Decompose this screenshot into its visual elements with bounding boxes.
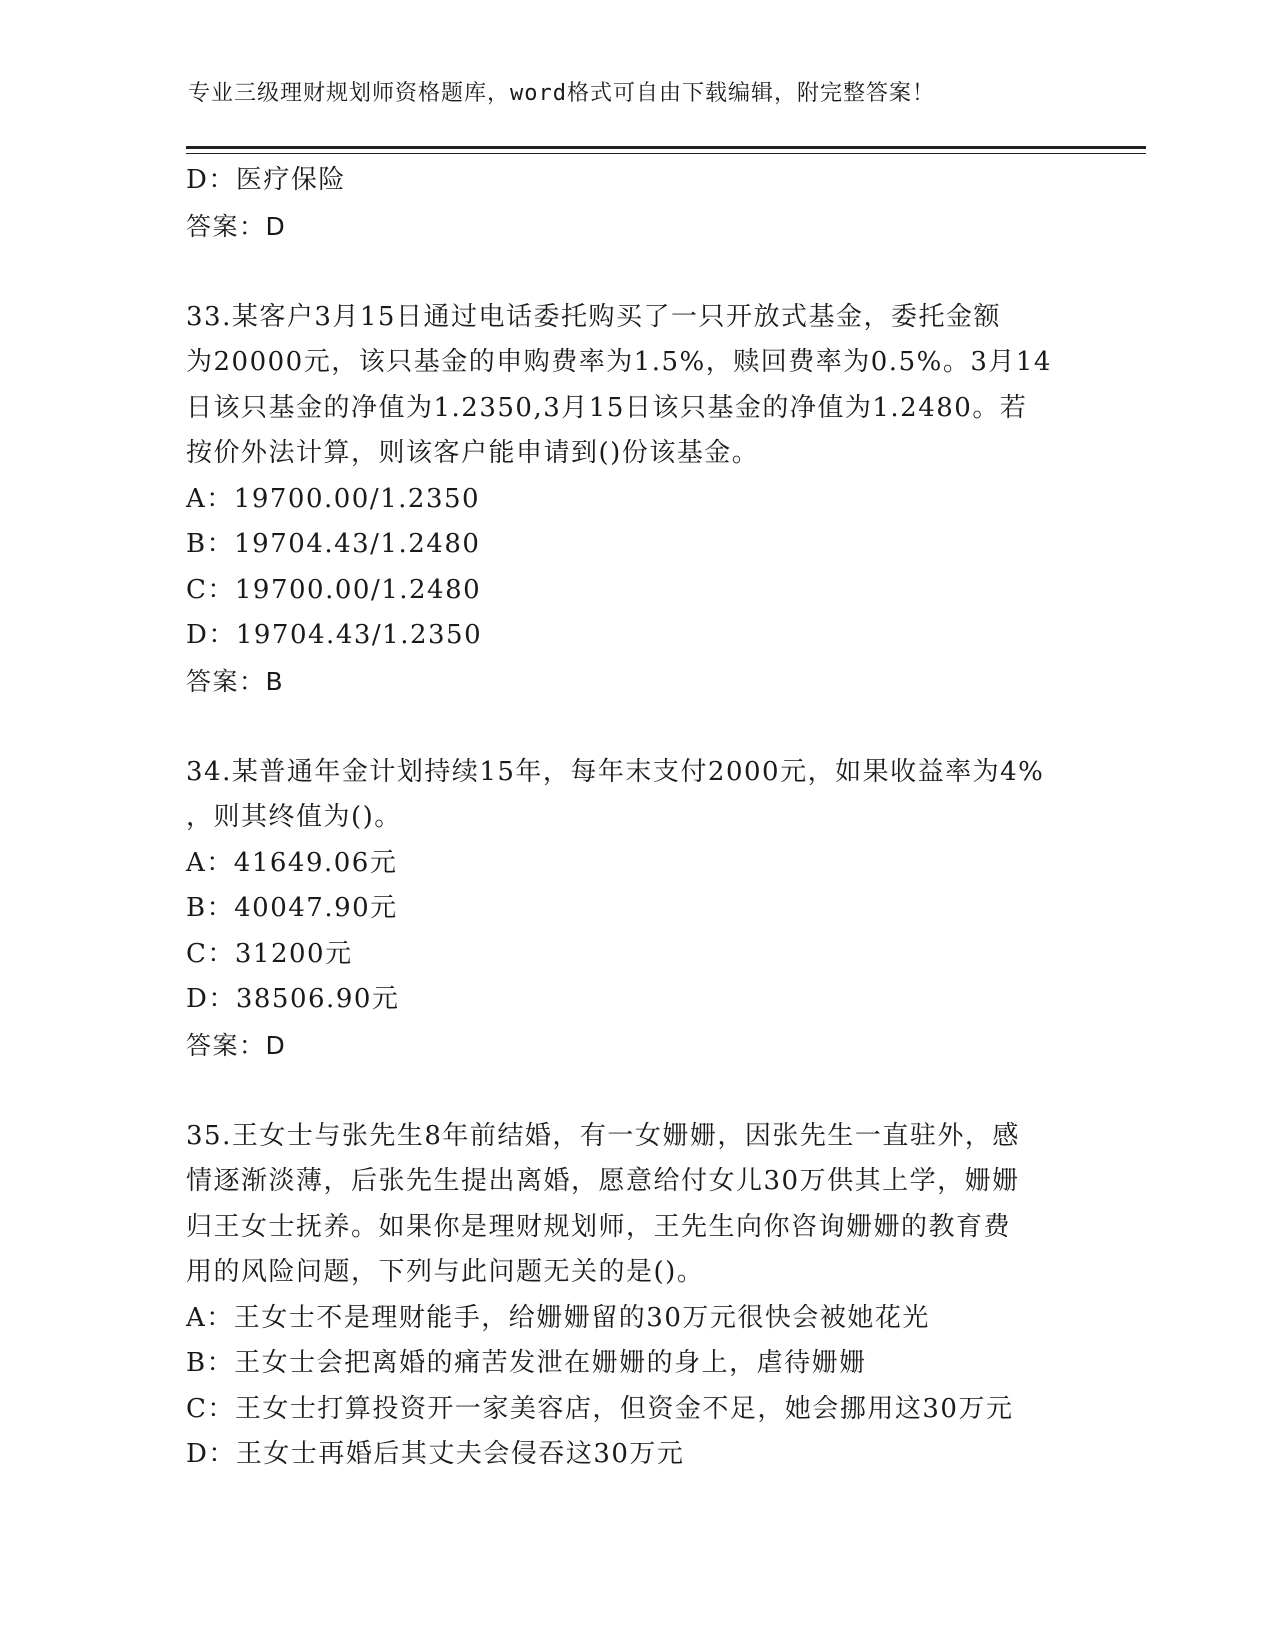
option-a: A：19700.00/1.2350 bbox=[186, 483, 481, 514]
question-text-line: 归王女士抚养。如果你是理财规划师，王先生向你咨询姗姗的教育费 bbox=[186, 1211, 1012, 1242]
prev-answer: 答案：D bbox=[186, 211, 287, 241]
option-b: B：19704.43/1.2480 bbox=[186, 529, 481, 559]
prev-option-d: D：医疗保险 bbox=[186, 165, 346, 195]
option-c: C：31200元 bbox=[186, 938, 353, 969]
question-text-line: 日该只基金的净值为1.2350,3月15日该只基金的净值为1.2480。若 bbox=[186, 392, 1028, 423]
question-text-line: 情逐渐淡薄，后张先生提出离婚，愿意给付女儿30万供其上学，姗姗 bbox=[186, 1166, 1020, 1196]
question-33 bbox=[186, 295, 1086, 705]
question-text-line: 33.某客户3月15日通过电话委托购买了一只开放式基金，委托金额 bbox=[186, 301, 1001, 332]
question-35 bbox=[186, 1114, 1086, 1478]
option-c: C：19700.00/1.2480 bbox=[186, 574, 482, 605]
answer: 答案：D bbox=[186, 1030, 287, 1060]
question-content bbox=[186, 158, 1086, 1478]
option-d: D：38506.90元 bbox=[186, 984, 400, 1014]
option-d: D：19704.43/1.2350 bbox=[186, 620, 483, 650]
option-a: A：41649.06元 bbox=[186, 847, 398, 878]
header-rule-thin bbox=[186, 153, 1146, 154]
spacer bbox=[186, 704, 1086, 750]
option-c: C：王女士打算投资开一家美容店，但资金不足，她会挪用这30万元 bbox=[186, 1393, 1014, 1424]
spacer bbox=[186, 1068, 1086, 1114]
option-a: A：王女士不是理财能手，给姗姗留的30万元很快会被她花光 bbox=[186, 1302, 930, 1333]
question-text-line: 用的风险问题，下列与此问题无关的是()。 bbox=[186, 1257, 705, 1287]
question-text-line: 按价外法计算，则该客户能申请到()份该基金。 bbox=[186, 438, 760, 468]
question-text-line: 34.某普通年金计划持续15年，每年末支付2000元，如果收益率为4% bbox=[186, 756, 1045, 787]
answer: 答案：B bbox=[186, 666, 285, 696]
header-rule-thick bbox=[186, 146, 1146, 149]
option-d: D：王女士再婚后其丈夫会侵吞这30万元 bbox=[186, 1439, 685, 1469]
question-34 bbox=[186, 750, 1086, 1069]
question-text-line: 为20000元，该只基金的申购费率为1.5%，赎回费率为0.5%。3月14 bbox=[186, 347, 1052, 377]
option-b: B：40047.90元 bbox=[186, 893, 398, 923]
spacer bbox=[186, 249, 1086, 295]
question-text-line: ，则其终值为()。 bbox=[186, 802, 402, 832]
page-header: 专业三级理财规划师资格题库，word格式可自由下载编辑，附完整答案！ bbox=[188, 81, 935, 106]
option-b: B：王女士会把离婚的痛苦发泄在姗姗的身上，虐待姗姗 bbox=[186, 1348, 867, 1378]
question-text-line: 35.王女士与张先生8年前结婚，有一女姗姗，因张先生一直驻外，感 bbox=[186, 1120, 1020, 1151]
